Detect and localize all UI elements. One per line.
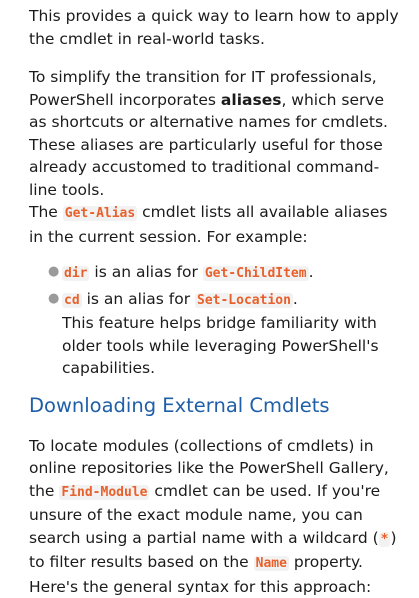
list-item <box>62 288 405 380</box>
text: This feature helps bridge familiarity with older tools while leveraging PowerShell's capabilities. <box>62 314 379 377</box>
text: Here's the general syntax for this approach: <box>29 578 371 596</box>
alias-list <box>29 261 405 380</box>
list-item <box>62 261 405 286</box>
text: is an alias for <box>82 290 195 308</box>
inline-code: Set-Location <box>195 293 293 308</box>
inline-code: * <box>379 532 391 547</box>
section-heading: Downloading External Cmdlets <box>29 393 405 419</box>
find-module-paragraph <box>29 435 405 598</box>
text: is an alias for <box>89 263 202 281</box>
inline-code: Name <box>254 556 289 571</box>
text: property. <box>289 553 363 571</box>
text: , which serve as shortcuts or alternative names for cmdlets. These aliases are particularly useful for those already accustomed to traditional command-line tools. <box>29 91 388 199</box>
text: ) to filter results based on the <box>29 529 397 572</box>
inline-code: Get-ChildItem <box>203 266 309 281</box>
aliases-term: aliases <box>221 91 282 109</box>
text: To simplify the transition for IT professionals, PowerShell incorporates <box>29 68 377 109</box>
inline-code: cd <box>62 293 82 308</box>
text: cmdlet can be used. If you're unsure of the exact module name, you can search using a partial name with a wildcard ( <box>29 482 380 547</box>
text: To locate modules (collections of cmdlets) in online repositories like the PowerShell Gallery, the <box>29 437 389 500</box>
bullet-icon: ● <box>48 288 59 311</box>
text: cmdlet lists all available aliases in the current session. For example: <box>29 203 387 246</box>
text: The <box>29 203 63 221</box>
inline-code: Get-Alias <box>63 206 137 221</box>
bullet-icon: ● <box>48 261 59 284</box>
inline-code: dir <box>62 266 89 281</box>
inline-code: Find-Module <box>59 485 149 500</box>
text: . <box>293 290 298 308</box>
text: . <box>309 263 314 281</box>
intro-paragraph: This provides a quick way to learn how to apply the cmdlet in real-world tasks. <box>29 5 405 50</box>
aliases-paragraph <box>29 66 405 248</box>
